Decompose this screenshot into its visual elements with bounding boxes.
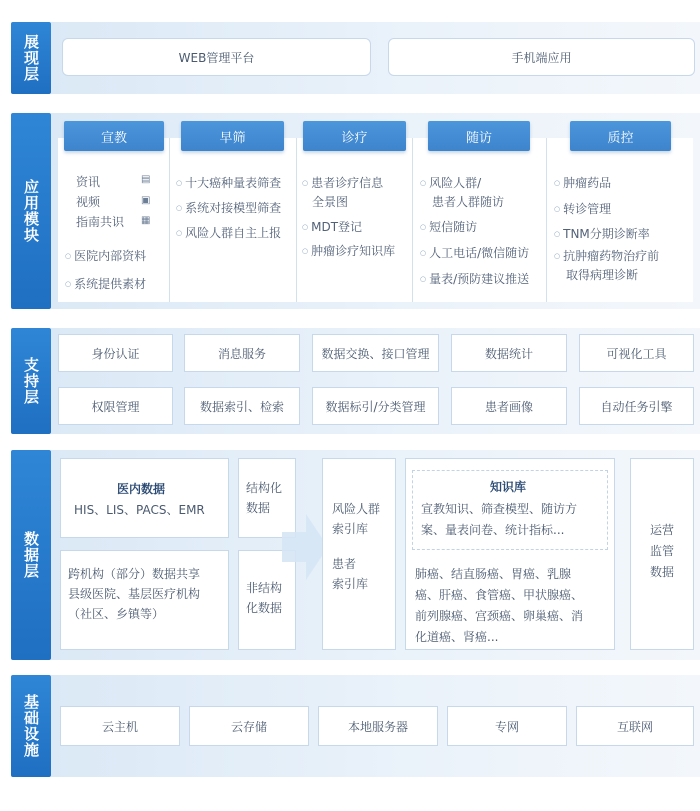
cancer-types-line: 肺癌、结直肠癌、胃癌、乳腺 bbox=[415, 567, 572, 581]
infra-item: 互联网 bbox=[576, 706, 694, 746]
tab-diagnosis[interactable]: 诊疗 bbox=[303, 121, 406, 151]
infra-item: 云存储 bbox=[189, 706, 309, 746]
screening-panel bbox=[169, 138, 296, 302]
support-item: 数据统计 bbox=[451, 334, 567, 372]
quality-item: ○ 转诊管理 bbox=[554, 201, 611, 219]
cross-institution-line1: 跨机构（部分）数据共享 bbox=[68, 567, 201, 581]
layer-label-application: 应用模块 bbox=[11, 113, 51, 309]
structured-data-label: 结构化 bbox=[246, 481, 283, 495]
cancer-types-line: 前列腺癌、宫颈癌、卵巢癌、消 bbox=[415, 609, 584, 623]
unstructured-data-label: 化数据 bbox=[246, 601, 283, 615]
knowledge-base-title: 知识库 bbox=[490, 480, 527, 494]
unstructured-data-label: 非结构 bbox=[246, 581, 283, 595]
book-icon: ▦ bbox=[141, 215, 151, 226]
risk-index-label: 索引库 bbox=[332, 522, 369, 536]
tab-followup[interactable]: 随访 bbox=[428, 121, 530, 151]
diagnosis-item: ○ 患者诊疗信息 bbox=[302, 175, 383, 193]
patient-index-label: 索引库 bbox=[332, 577, 369, 591]
followup-item: 患者人群随访 bbox=[432, 195, 505, 209]
quality-item: 取得病理诊断 bbox=[566, 268, 639, 282]
diagnosis-item: ○ MDT登记 bbox=[302, 219, 362, 237]
support-item: 患者画像 bbox=[451, 387, 567, 425]
screening-item: ○ 系统对接模型筛查 bbox=[176, 200, 281, 218]
ops-data-label: 监管 bbox=[650, 544, 675, 558]
hospital-data-title: 医内数据 bbox=[117, 482, 166, 496]
structured-data-label: 数据 bbox=[246, 501, 271, 515]
mobile-app-box: 手机端应用 bbox=[388, 38, 695, 76]
layer-label-infrastructure: 基础设施 bbox=[11, 675, 51, 777]
support-item: 数据交换、接口管理 bbox=[312, 334, 439, 372]
screening-item: ○ 十大癌种量表筛查 bbox=[176, 175, 281, 193]
infra-item: 云主机 bbox=[60, 706, 180, 746]
screening-item: ○ 风险人群自主上报 bbox=[176, 225, 281, 243]
education-system-material: ○ 系统提供素材 bbox=[65, 276, 146, 294]
education-guideline: 指南共识 bbox=[76, 215, 125, 229]
cross-institution-line3: （社区、乡镇等） bbox=[68, 607, 165, 621]
quality-item: ○ TNM分期诊断率 bbox=[554, 226, 650, 244]
knowledge-base-line: 宣教知识、筛查模型、随访方 bbox=[421, 502, 578, 516]
risk-index-label: 风险人群 bbox=[332, 502, 381, 516]
document-icon: ▤ bbox=[141, 174, 151, 185]
support-item: 权限管理 bbox=[58, 387, 173, 425]
support-item: 数据标引/分类管理 bbox=[312, 387, 439, 425]
support-item: 身份认证 bbox=[58, 334, 173, 372]
support-item: 消息服务 bbox=[184, 334, 300, 372]
web-platform-box: WEB管理平台 bbox=[62, 38, 371, 76]
knowledge-base-line: 案、量表问卷、统计指标... bbox=[421, 523, 565, 537]
tab-quality[interactable]: 质控 bbox=[570, 121, 671, 151]
quality-item: ○ 肿瘤药品 bbox=[554, 175, 611, 193]
layer-label-data: 数据层 bbox=[11, 450, 51, 660]
education-video: 视频 bbox=[76, 195, 101, 209]
diagnosis-item: ○ 肿瘤诊疗知识库 bbox=[302, 243, 395, 261]
support-item: 数据索引、检索 bbox=[184, 387, 300, 425]
cross-institution-line2: 县级医院、基层医疗机构 bbox=[68, 587, 201, 601]
followup-item: ○ 风险人群/ bbox=[420, 175, 481, 193]
infra-item: 本地服务器 bbox=[318, 706, 438, 746]
followup-item: ○ 人工电话/微信随访 bbox=[420, 245, 529, 263]
cancer-types-line: 癌、肝癌、食管癌、甲状腺癌、 bbox=[415, 588, 584, 602]
education-hospital-material: ○ 医院内部资料 bbox=[65, 248, 146, 266]
tab-education[interactable]: 宣教 bbox=[64, 121, 164, 151]
ops-data-label: 运营 bbox=[650, 523, 675, 537]
followup-item: ○ 量表/预防建议推送 bbox=[420, 271, 529, 289]
video-icon: ▣ bbox=[141, 195, 151, 206]
followup-item: ○ 短信随访 bbox=[420, 219, 477, 237]
tab-screening[interactable]: 早筛 bbox=[181, 121, 284, 151]
patient-index-label: 患者 bbox=[332, 557, 357, 571]
layer-label-presentation: 展现层 bbox=[11, 22, 51, 94]
support-item: 自动任务引擎 bbox=[579, 387, 694, 425]
quality-item: ○ 抗肿瘤药物治疗前 bbox=[554, 248, 659, 266]
cancer-types-line: 化道癌、肾癌... bbox=[415, 630, 499, 644]
diagnosis-item: 全景图 bbox=[312, 195, 349, 209]
layer-label-support: 支持层 bbox=[11, 328, 51, 434]
ops-data-label: 数据 bbox=[650, 565, 675, 579]
hospital-systems: HIS、LIS、PACS、EMR bbox=[74, 503, 205, 517]
infra-item: 专网 bbox=[447, 706, 567, 746]
support-item: 可视化工具 bbox=[579, 334, 694, 372]
education-news: 资讯 bbox=[76, 175, 101, 189]
